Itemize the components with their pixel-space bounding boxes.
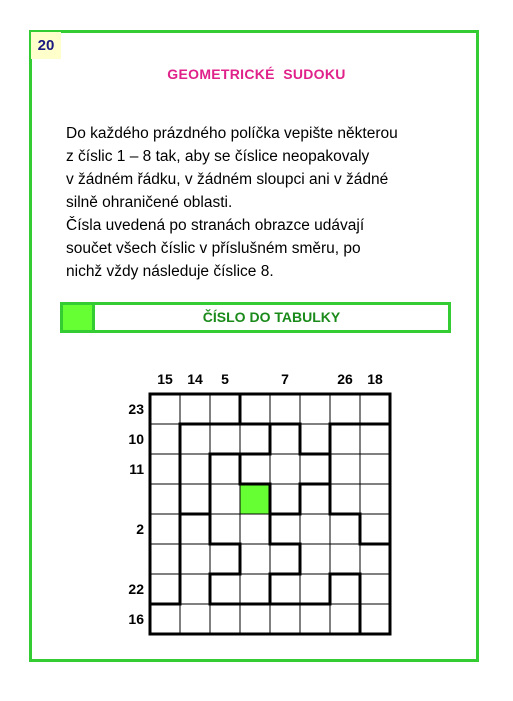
highlight-cell[interactable] bbox=[240, 484, 270, 514]
grid-cell[interactable] bbox=[270, 454, 300, 484]
grid-cell[interactable] bbox=[240, 604, 270, 634]
grid-cell[interactable] bbox=[150, 604, 180, 634]
grid-cell[interactable] bbox=[180, 604, 210, 634]
grid-cell[interactable] bbox=[210, 424, 240, 454]
row-clue: 2 bbox=[136, 521, 144, 537]
grid-cell[interactable] bbox=[330, 484, 360, 514]
grid-cell[interactable] bbox=[360, 574, 390, 604]
grid-cell[interactable] bbox=[180, 574, 210, 604]
grid-cell[interactable] bbox=[210, 544, 240, 574]
grid-cell[interactable] bbox=[300, 484, 330, 514]
column-clue: 14 bbox=[187, 371, 203, 387]
grid-cell[interactable] bbox=[240, 394, 270, 424]
instruction-line: Čísla uvedená po stranách obrazce udávají bbox=[66, 217, 365, 234]
grid-cell[interactable] bbox=[300, 574, 330, 604]
grid-cell[interactable] bbox=[330, 454, 360, 484]
grid-cell[interactable] bbox=[270, 394, 300, 424]
instruction-line: z číslic 1 – 8 tak, aby se číslice neopakovaly bbox=[66, 148, 370, 165]
grid-cell[interactable] bbox=[210, 394, 240, 424]
grid-cell[interactable] bbox=[360, 604, 390, 634]
grid-cell[interactable] bbox=[360, 454, 390, 484]
instruction-line: Do každého prázdného políčka vepište některou bbox=[66, 125, 398, 142]
grid-cell[interactable] bbox=[300, 424, 330, 454]
grid-cell[interactable] bbox=[180, 544, 210, 574]
grid-cell[interactable] bbox=[210, 604, 240, 634]
grid-cell[interactable] bbox=[360, 484, 390, 514]
row-clue: 16 bbox=[128, 611, 144, 627]
row-clue: 10 bbox=[128, 431, 144, 447]
grid-cell[interactable] bbox=[360, 544, 390, 574]
grid-cell[interactable] bbox=[300, 544, 330, 574]
grid-cell[interactable] bbox=[270, 424, 300, 454]
grid-cell[interactable] bbox=[330, 424, 360, 454]
grid-cell[interactable] bbox=[330, 394, 360, 424]
grid-cell[interactable] bbox=[180, 514, 210, 544]
grid-cell[interactable] bbox=[330, 604, 360, 634]
grid-cell[interactable] bbox=[180, 484, 210, 514]
grid-cell[interactable] bbox=[150, 424, 180, 454]
grid-cell[interactable] bbox=[180, 454, 210, 484]
instruction-line: součet všech číslic v příslušném směru, po bbox=[66, 240, 361, 257]
grid-cell[interactable] bbox=[300, 604, 330, 634]
grid-cell[interactable] bbox=[300, 454, 330, 484]
grid-cell[interactable] bbox=[270, 484, 300, 514]
grid-cell[interactable] bbox=[150, 544, 180, 574]
grid-cell[interactable] bbox=[150, 574, 180, 604]
column-clue: 7 bbox=[281, 371, 289, 387]
grid-cell[interactable] bbox=[270, 604, 300, 634]
grid-cell[interactable] bbox=[270, 574, 300, 604]
grid-cell[interactable] bbox=[180, 424, 210, 454]
grid-cell[interactable] bbox=[210, 484, 240, 514]
grid-cell[interactable] bbox=[360, 424, 390, 454]
column-clue: 26 bbox=[337, 371, 353, 387]
column-clue: 15 bbox=[157, 371, 173, 387]
row-clue: 23 bbox=[128, 401, 144, 417]
grid-cell[interactable] bbox=[360, 394, 390, 424]
instruction-line: silně ohraničené oblasti. bbox=[66, 194, 233, 211]
grid-cell[interactable] bbox=[240, 514, 270, 544]
grid-cell[interactable] bbox=[330, 514, 360, 544]
grid-cell[interactable] bbox=[150, 514, 180, 544]
grid-cell[interactable] bbox=[150, 454, 180, 484]
grid-cell[interactable] bbox=[150, 394, 180, 424]
instruction-line: nichž vždy následuje číslice 8. bbox=[66, 263, 274, 280]
grid-cell[interactable] bbox=[270, 544, 300, 574]
grid-cell[interactable] bbox=[210, 574, 240, 604]
puzzle-title: GEOMETRICKÉ SUDOKU bbox=[167, 66, 346, 82]
grid-cell[interactable] bbox=[240, 544, 270, 574]
row-clue: 22 bbox=[128, 581, 144, 597]
grid-cell[interactable] bbox=[150, 484, 180, 514]
grid-cell[interactable] bbox=[240, 424, 270, 454]
grid-cell[interactable] bbox=[180, 394, 210, 424]
column-clue: 5 bbox=[221, 371, 229, 387]
answer-label: ČÍSLO DO TABULKY bbox=[202, 309, 341, 325]
grid-cell[interactable] bbox=[270, 514, 300, 544]
grid-cell[interactable] bbox=[330, 574, 360, 604]
grid-cell[interactable] bbox=[210, 454, 240, 484]
grid-cell[interactable] bbox=[210, 514, 240, 544]
grid-cell[interactable] bbox=[240, 454, 270, 484]
grid-cell[interactable] bbox=[360, 514, 390, 544]
grid-cell[interactable] bbox=[300, 394, 330, 424]
grid-cell[interactable] bbox=[330, 544, 360, 574]
grid-cell[interactable] bbox=[240, 574, 270, 604]
column-clue: 18 bbox=[367, 371, 383, 387]
row-clue: 11 bbox=[129, 461, 144, 477]
page-number: 20 bbox=[31, 32, 61, 59]
grid-cell[interactable] bbox=[300, 514, 330, 544]
instruction-line: v žádném řádku, v žádném sloupci ani v žádné bbox=[66, 171, 389, 188]
